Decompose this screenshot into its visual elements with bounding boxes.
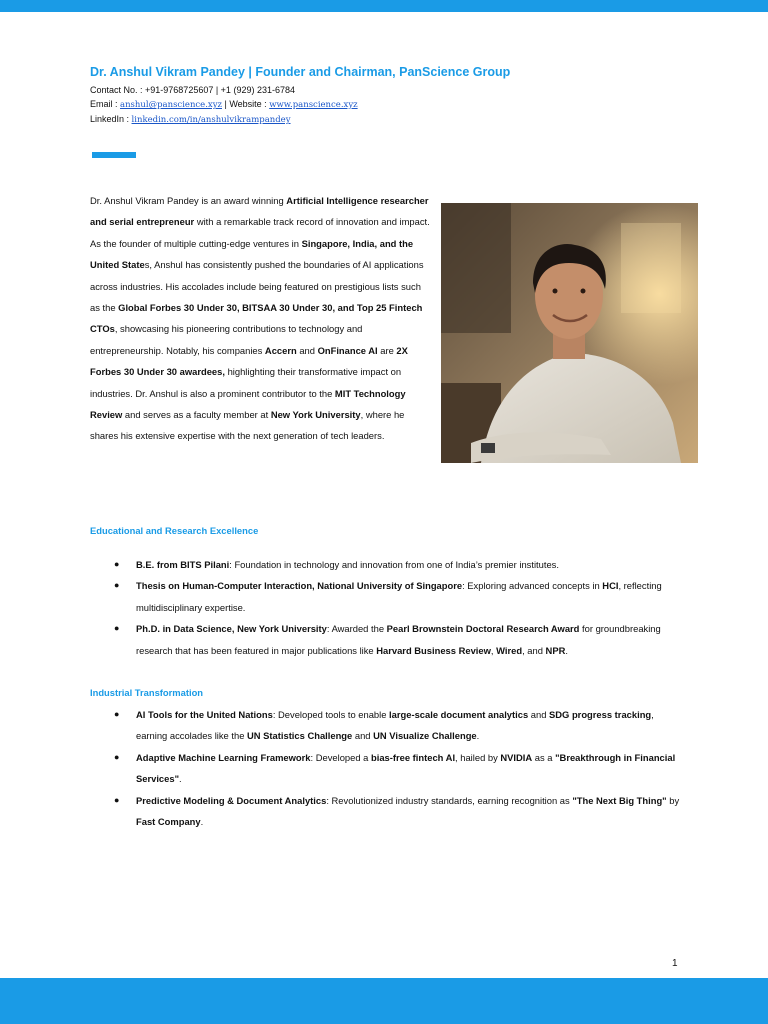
- item-emphasis: Ph.D. in Data Science, New York University: [136, 623, 327, 635]
- item-text: .: [200, 816, 204, 828]
- bio-text: and serves as a faculty member at: [122, 409, 271, 421]
- bio-paragraph: [90, 190, 430, 447]
- item-emphasis: Harvard Business Review: [376, 644, 491, 656]
- bio-emphasis: OnFinance AI: [317, 344, 378, 356]
- list-item: [90, 618, 680, 661]
- item-emphasis: B.E. from BITS Pilani: [136, 559, 230, 570]
- bullet-icon: ●: [114, 794, 120, 805]
- list-item: [90, 554, 680, 575]
- item-emphasis: UN Statistics Challenge: [247, 730, 353, 742]
- item-text: and: [528, 709, 550, 720]
- email-link[interactable]: anshul@panscience.xyz: [120, 100, 222, 110]
- bio-text: , where he shares his extensive expertise with the next generation of tech leaders.: [90, 409, 405, 442]
- list-item: [90, 575, 680, 618]
- item-text: ,: [490, 644, 497, 656]
- bio-text: , showcasing his pioneering contributions to technology and entrepreneurship. Notably, his companies: [90, 323, 363, 356]
- item-emphasis: "The Next Big Thing": [572, 794, 667, 806]
- bio-emphasis: Singapore, India, and the United State: [90, 237, 414, 271]
- item-text: and: [352, 730, 374, 742]
- item-emphasis: Pearl Brownstein Doctoral Research Award: [386, 623, 580, 635]
- bio-emphasis: New York University: [270, 409, 361, 421]
- item-emphasis: Adaptive Machine Learning Framework: [136, 751, 311, 763]
- bullet-icon: ●: [114, 580, 120, 591]
- item-text: , hailed by: [455, 751, 501, 763]
- item-emphasis: large-scale document analytics: [389, 709, 529, 720]
- industrial-list: [90, 704, 680, 832]
- bio-emphasis: Accern: [264, 344, 297, 356]
- bio-emphasis: MIT Technology Review: [90, 387, 406, 421]
- section-accent-bar: [92, 152, 136, 158]
- item-emphasis: AI Tools for the United Nations: [136, 709, 273, 720]
- education-heading: Educational and Research Excellence: [90, 525, 259, 536]
- item-emphasis: Fast Company: [136, 816, 201, 828]
- item-text: : Awarded the: [326, 623, 387, 635]
- item-text: : Revolutionized industry standards, earning recognition as: [326, 794, 573, 806]
- page-title: Dr. Anshul Vikram Pandey | Founder and Chairman, PanScience Group: [90, 65, 511, 79]
- item-text: : Exploring advanced concepts in: [462, 580, 603, 592]
- profile-photo: [441, 203, 698, 463]
- contact-numbers: Contact No. : +91-9768725607 | +1 (929) 231-6784: [90, 85, 295, 95]
- bio-text: with a remarkable track record of innovation and impact. As the founder of multiple cutting-edge ventures in: [90, 216, 430, 249]
- item-emphasis: NVIDIA: [500, 751, 533, 763]
- item-emphasis: Predictive Modeling & Document Analytics: [136, 794, 327, 806]
- bio-text: Dr. Anshul Vikram Pandey is an award winning: [90, 195, 287, 206]
- item-text: .: [476, 730, 480, 742]
- bio-text: are: [377, 344, 397, 356]
- item-text: , reflecting multidisciplinary expertise.: [136, 580, 662, 613]
- list-item: [90, 747, 680, 790]
- item-text: by: [666, 794, 680, 806]
- bio-emphasis: 2X Forbes 30 Under 30 awardees,: [90, 344, 408, 378]
- bullet-icon: ●: [114, 709, 120, 719]
- linkedin-link[interactable]: linkedin.com/in/anshulvikrampandey: [131, 115, 291, 125]
- bio-emphasis: Artificial Intelligence researcher and serial entrepreneur: [90, 195, 429, 228]
- item-text: , and: [522, 644, 546, 656]
- bio-text: highlighting their transformative impact on industries. Dr. Anshul is also a prominent contributor to the: [90, 366, 402, 399]
- list-item: [90, 704, 680, 747]
- website-label: | Website :: [221, 99, 270, 109]
- bio-text: and: [296, 344, 318, 356]
- item-text: : Developed tools to enable: [272, 709, 390, 720]
- item-emphasis: SDG progress tracking: [549, 709, 652, 720]
- email-label: Email :: [90, 99, 121, 109]
- item-emphasis: Wired: [496, 644, 523, 656]
- bullet-icon: ●: [114, 559, 120, 569]
- industrial-heading: Industrial Transformation: [90, 687, 204, 698]
- list-item: [90, 790, 680, 833]
- item-emphasis: UN Visualize Challenge: [373, 730, 477, 742]
- item-text: for groundbreaking research that has been featured in major publications like: [136, 623, 661, 656]
- bullet-icon: ●: [114, 751, 120, 762]
- website-link[interactable]: www.panscience.xyz: [269, 100, 358, 110]
- page-number: 1: [672, 958, 678, 969]
- bullet-icon: ●: [114, 623, 120, 634]
- linkedin-label: LinkedIn :: [90, 114, 132, 124]
- bottom-accent-bar: [0, 978, 768, 1024]
- education-list: [90, 554, 680, 661]
- linkedin-line: [90, 114, 291, 125]
- item-text: .: [179, 773, 182, 785]
- item-text: : Developed a: [310, 751, 371, 763]
- bio-emphasis: Global Forbes 30 Under 30, BITSAA 30 Under 30, and Top 25 Fintech CTOs: [90, 302, 423, 335]
- item-text: .: [565, 644, 568, 656]
- item-emphasis: Thesis on Human-Computer Interaction, National University of Singapore: [136, 580, 463, 592]
- item-text: , earning accolades like the: [136, 709, 654, 742]
- item-emphasis: HCI: [602, 580, 619, 592]
- item-emphasis: bias-free fintech AI: [371, 751, 456, 763]
- email-website-line: [90, 99, 358, 110]
- item-emphasis: "Breakthrough in Financial Services": [136, 751, 676, 785]
- item-text: as a: [532, 751, 556, 763]
- top-accent-bar: [0, 0, 768, 12]
- item-text: : Foundation in technology and innovation from one of India’s premier institutes.: [229, 559, 559, 570]
- bio-text: s, Anshul has consistently pushed the boundaries of AI applications across industries. His accolades include being featured on prestigious lists such as the: [90, 259, 424, 314]
- item-emphasis: NPR: [545, 644, 566, 656]
